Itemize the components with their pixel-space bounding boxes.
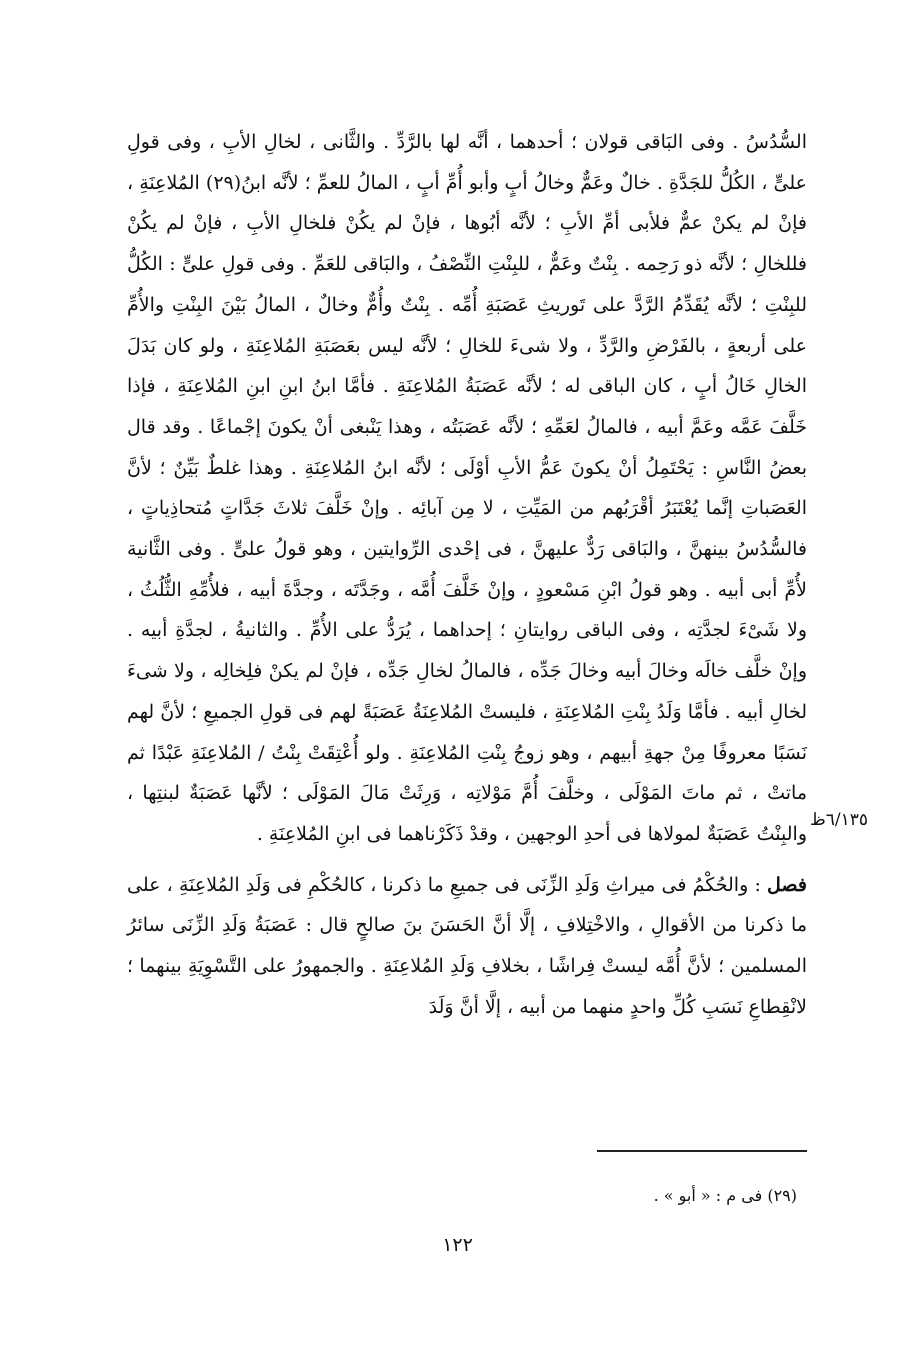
footnote-divider xyxy=(597,1150,807,1152)
footnote: (٢٩) فى م : « أبو » . xyxy=(653,1186,797,1205)
page-number: ١٢٢ xyxy=(442,1234,473,1256)
main-text-block xyxy=(127,122,807,1027)
margin-folio-note: ٦/١٣٥ظ xyxy=(810,810,868,830)
paragraph-1: السُّدُسُ . وفى البَاقى قولان ؛ أحدهما ، أنَّه لها بالرَّدِّ . والثَّانى ، لخالِ الأبِ ، وفى قولِ علىٍّ ، الكُلُّ للجَدَّةِ . خالٌ وعَمٌّ وخالُ أبٍ وأبو أُمِّ أبٍ ، المالُ للعمِّ ؛ لأنَّه ابنُ(٢٩) المُلاعِنَةِ ، فإنْ لم يكنْ عمٌّ فلأبى أمِّ الأبِ ؛ لأنَّه أبُوها ، فإنْ لم يكُنْ فلخالِ الأبِ ، فإنْ لم يكُنْ فللخالِ ؛ لأنَّه ذو رَحِمه . بِنْتٌ وعَمٌّ ، للبِنْتِ النِّصْفُ ، والبَاقى للعَمِّ . وفى قولِ علىٍّ : الكُلُّ للبِنْتِ ؛ لأنَّه يُقَدِّمُ الرَّدَّ على تَوريثِ عَصَبَةِ أُمِّه . بِنْتٌ وأُمٌّ وخالٌ ، المالُ بَيْنَ البِنْتِ والأُمِّ على أربعةٍ ، بالفَرْضِ والرَّدِّ ، ولا شىءَ للخالِ ؛ لأنَّه ليس بعَصَبَةِ المُلاعِنَةِ ، ولو كان بَدَلَ الخالِ خَالُ أبٍ ، كان الباقى له ؛ لأنَّه عَصَبَةُ المُلاعِنَةِ . فأمَّا ابنُ ابنِ ابنِ المُلاعِنَةِ ، فإذا خَلَّفَ عَمَّه وعَمَّ أبيه ، فالمالُ لعَمِّهِ ؛ لأنَّه عَصَبَتُه ، وهذا يَنْبغى أنْ يكونَ إجْماعًا . وقد قال بعضُ النَّاسِ : يَحْتَمِلُ أنْ يكونَ عَمُّ الأبِ أوْلَى ؛ لأنَّه ابنُ المُلاعِنَةِ . وهذا غلطٌ بَيِّنٌ ؛ لأنَّ العَصَباتِ إنَّما يُعْتَبَرُ أقْرَبُهم من المَيِّتِ ، لا مِن آبائِه . وإنْ خَلَّفَ ثلاثَ جَدَّاتٍ مُتحاذِياتٍ ، فالسُّدُسُ بينهنَّ ، والبَاقى رَدٌّ عليهنَّ ، فى إحْدى الرِّوايتين ، وهو قولُ علىٍّ . وفى الثَّانية لأُمِّ أبى أبيه . وهو قولُ ابْنِ مَسْعودٍ ، وإنْ خَلَّفَ أُمَّه ، وجَدَّتَه ، وجدَّةَ أبيه ، فلأُمِّهِ الثُّلُثُ ، ولا شَىْءَ لجدَّتِه ، وفى الباقى روايتانِ ؛ إحداهما ، يُرَدُّ على الأُمِّ . والثانيةُ ، لجدَّةِ أبيه . وإنْ خلَّف خالَه وخالَ أبيه وخالَ جَدِّه ، فالمالُ لخالِ جَدِّه ، فإنْ لم يكنْ فلِخالِه ، ولا شىءَ لخالِ أبيه . فأمَّا وَلَدُ بِنْتِ المُلاعِنَةِ ، فليستْ المُلاعِنَةُ عَصَبَةً لهم فى قولِ الجميعِ ؛ لأنَّ لهم نَسَبًا معروفًا مِنْ جهةِ أبيهم ، وهو زوجُ بِنْتِ المُلاعِنَةِ . ولو أُعْتِقَتْ بِنْتُ / المُلاعِنَةِ عَبْدًا ثم ماتتْ ، ثم ماتَ المَوْلَى ، وخلَّفَ أُمَّ مَوْلاتِه ، وَرِثَتْ مَالَ المَوْلَى ؛ لأنَّها عَصَبَةٌ لبنتِها ، والبِنْتُ عَصَبَةٌ لمولاها فى أحدِ الوجهين ، وقدْ ذَكَرْناهما فى ابنِ المُلاعِنَةِ . xyxy=(127,131,807,845)
paragraph-2 xyxy=(127,865,807,1028)
paragraph-2-text: : والحُكْمُ فى ميراثِ وَلَدِ الزِّنَى فى جميعِ ما ذكرنا ، كالحُكْمِ فى وَلَدِ المُلاعِنَةِ ، على ما ذكرنا من الأقوالِ ، والاخْتِلافِ ، إلَّا أنَّ الحَسَنَ بنَ صالحٍ قال : عَصَبَةُ وَلَدِ الزِّنَى سائرُ المسلمين ؛ لأنَّ أُمَّه ليستْ فِراشًا ، بخلافِ وَلَدِ المُلاعِنَةِ . والجمهورُ على التَّسْوِيَةِ بينهما ؛ لانْقِطاعِ نَسَبِ كُلِّ واحدٍ منهما من أبيه ، إلَّا أنَّ وَلَدَ xyxy=(127,873,807,1018)
section-heading-fasl: فصل xyxy=(767,873,807,896)
